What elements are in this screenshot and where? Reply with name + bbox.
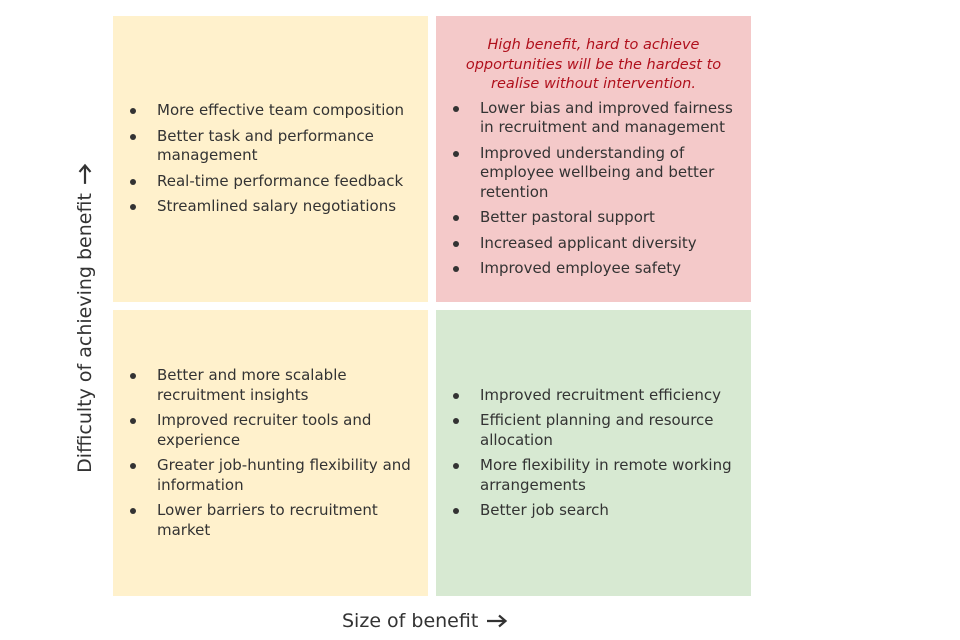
bullet-icon xyxy=(453,463,459,469)
bullet-icon xyxy=(453,393,459,399)
bullet-icon xyxy=(453,215,459,221)
list-item xyxy=(452,208,735,228)
list-item-text: Improved understanding of employee wellbeing and better retention xyxy=(480,143,715,201)
list-item xyxy=(452,456,735,495)
list-item xyxy=(129,101,412,121)
bullet-icon xyxy=(453,418,459,424)
quadrant-top-right-list xyxy=(452,99,735,279)
list-item-text: Better and more scalable recruitment insights xyxy=(157,366,347,404)
list-item xyxy=(129,411,412,450)
list-item xyxy=(452,99,735,138)
quadrant-bottom-right-list xyxy=(452,386,735,521)
list-item xyxy=(129,456,412,495)
list-item-text: Better job search xyxy=(480,501,609,519)
list-item xyxy=(452,411,735,450)
bullet-icon xyxy=(453,266,459,272)
bullet-icon xyxy=(130,373,136,379)
list-item xyxy=(452,234,735,254)
bullet-icon xyxy=(453,151,459,157)
list-item-text: Greater job-hunting flexibility and information xyxy=(157,456,411,494)
bullet-icon xyxy=(453,241,459,247)
list-item-text: More flexibility in remote working arrangements xyxy=(480,456,732,494)
list-item xyxy=(452,386,735,406)
quadrant-top-right xyxy=(436,16,751,302)
quadrant-bottom-left xyxy=(113,310,428,596)
list-item xyxy=(129,366,412,405)
list-item xyxy=(452,144,735,203)
bullet-icon xyxy=(130,134,136,140)
bullet-icon xyxy=(130,179,136,185)
x-axis-text: Size of benefit xyxy=(342,610,479,632)
list-item-text: Lower bias and improved fairness in recruitment and management xyxy=(480,98,733,136)
quadrant-note: High benefit, hard to achieve opportunities will be the hardest to realise without intervention. xyxy=(465,37,722,92)
arrow-right-icon xyxy=(78,163,92,185)
list-item-text: Better task and performance management xyxy=(157,126,374,165)
bullet-icon xyxy=(130,418,136,424)
quadrant-top-left xyxy=(113,16,428,302)
list-item-text: Real-time performance feedback xyxy=(157,171,404,190)
list-item xyxy=(452,501,735,521)
list-item xyxy=(129,172,412,192)
y-axis-text: Difficulty of achieving benefit xyxy=(74,193,96,473)
x-axis-label xyxy=(342,610,508,632)
bullet-icon xyxy=(453,106,459,112)
list-item-text: More effective team composition xyxy=(157,101,405,120)
list-item-text: Streamlined salary negotiations xyxy=(157,197,397,216)
list-item-text: Lower barriers to recruitment market xyxy=(157,501,378,539)
quadrant-bottom-right xyxy=(436,310,751,596)
list-item-text: Improved employee safety xyxy=(480,259,682,277)
list-item-text: Improved recruiter tools and experience xyxy=(157,411,372,449)
list-item xyxy=(129,197,412,217)
bullet-icon xyxy=(130,204,136,210)
arrow-right-icon xyxy=(486,614,508,628)
bullet-icon xyxy=(130,508,136,514)
y-axis-label xyxy=(74,163,96,473)
list-item xyxy=(129,127,412,166)
list-item-text: Better pastoral support xyxy=(480,208,655,226)
bullet-icon xyxy=(453,508,459,514)
list-item xyxy=(129,501,412,540)
list-item xyxy=(452,259,735,279)
list-item-text: Efficient planning and resource allocation xyxy=(480,411,714,449)
list-item-text: Increased applicant diversity xyxy=(480,233,697,252)
quadrant-bottom-left-list xyxy=(129,366,412,540)
quadrant-top-left-list xyxy=(129,101,412,217)
bullet-icon xyxy=(130,463,136,469)
bullet-icon xyxy=(130,108,136,114)
list-item-text: Improved recruitment efficiency xyxy=(480,385,722,404)
